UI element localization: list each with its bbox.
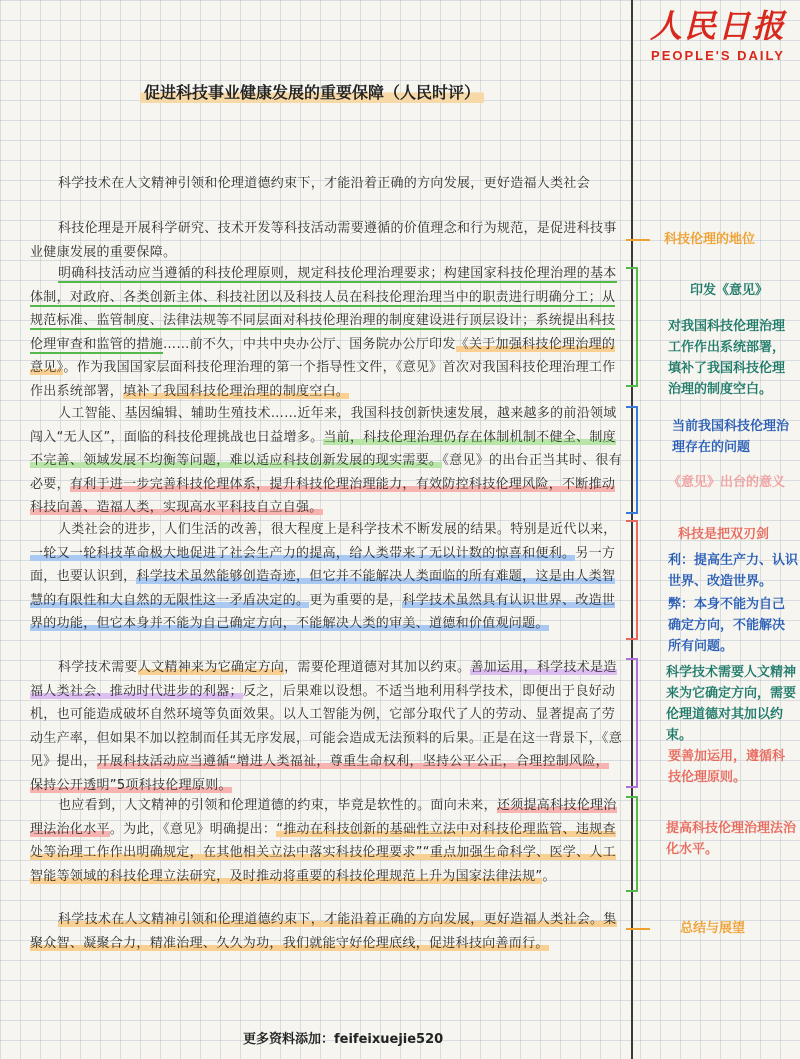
bracket-green-2 [626, 796, 638, 892]
note-summary: 总结与展望 [680, 921, 746, 936]
p4-c: 另一方面，也要认识到， [30, 545, 616, 584]
p5-use-well: 善加运用，科学技术是造福人类社会、推动时代进步的利器； [30, 660, 617, 699]
article-title: 促进科技事业健康发展的重要保障（人民时评） [140, 80, 484, 103]
bracket-blue [626, 406, 638, 514]
note-cons: 弊：本身不能为自己确定方向，不能解决所有问题。 [668, 597, 786, 654]
bracket-green-1 [626, 267, 638, 387]
note-issue-opinion: 印发《意见》 [690, 283, 769, 298]
p2-underlined: 明确科技活动应当遵循的科技伦理原则，规定科技伦理治理要求；构建国家科技伦理治理的基本体制，对政府、各类创新主体、科技社团以及科技人员在科技伦理治理当中的职责进行明确分工；从规范标准、监管制度、法律法规等不同层面对科技伦理治理的制度建设进行顶层设计；系统提出科技伦理审查和监管的措施 [30, 266, 617, 352]
paragraph-1 [30, 217, 622, 264]
p6-rule-of-law: 还须提高科技伦理治理法治化水平 [30, 798, 617, 837]
p3-problems: 当前，科技伦理治理仍存在体制机制不健全、制度不完善、领域发展不均衡等问题，难以适应科技创新发展的现实需要。 [30, 429, 616, 468]
p4-e: 更为重要的是， [309, 592, 403, 608]
paragraph-3 [30, 402, 622, 520]
p5-c: ，需要伦理道德对其加以约束。 [284, 660, 471, 675]
p4-cons-2: 科学技术虽然具有认识世界、改造世界的功能，但它本身并不能为自己确定方向，不能解决人类的审美、道德和价值观问题。 [30, 592, 616, 631]
note-humanism: 科学技术需要人文精神来为它确定方向，需要伦理道德对其加以约束。 [666, 665, 797, 743]
paragraph-7 [30, 908, 622, 955]
bracket-red [626, 520, 638, 640]
p2-doc-name: 《关于加强科技伦理治理的意见》 [30, 336, 616, 375]
bracket-purple [626, 658, 638, 788]
p6-quote: “推动在科技创新的基础性立法中对科技伦理监管、违规查处等治理工作作出明确规定，在其他相关立法中落实科技伦理要求”“重点加强生命科学、医学、人工智能等领域的科技伦理立法研究，及时推动将重要的科技伦理规范上升为国家法律法规” [30, 821, 616, 884]
tick-orange-1 [626, 239, 650, 241]
paragraph-2 [30, 262, 622, 403]
p3-a: 人工智能、基因编辑、辅助生殖技术……近年来，我国科技创新快速发展，越来越多的前沿领域闯入“无人区”，面临的科技伦理挑战也日益增多。 [30, 406, 617, 445]
note-fill-gap: 对我国科技伦理治理工作作出系统部署，填补了我国科技伦理治理的制度空白。 [668, 319, 786, 397]
p5-e: 反之，后果难以设想。不适当地利用科学技术，即便出于良好动机，也可能造成破坏自然环境等负面效果。以人工智能为例，它部分取代了人的劳动、显著提高了劳动生产率，但如果不加以控制而任其无序发展，可能会造成无法预料的后果。正是在这一背景下，《意见》提出， [30, 683, 623, 769]
note-significance: 《意见》出台的意义 [668, 475, 786, 490]
logo-english: PEOPLE'S DAILY [651, 48, 785, 63]
p3-significance: 有利于进一步完善科技伦理体系，提升科技伦理治理能力，有效防控科技伦理风险，不断推动科技向善、造福人类，实现高水平科技自立自强。 [30, 476, 616, 515]
p4-cons-1: 科学技术虽然能够创造奇迹，但它并不能解决人类面临的所有难题，这是由人类智慧的有限性和大自然的无限性这一矛盾决定的。 [30, 569, 616, 608]
footer-contact: 更多资料添加：feifeixuejie520 [243, 1032, 444, 1047]
paragraph-5 [30, 656, 622, 797]
p2-b: ……前不久，中共中央办公厅、国务院办公厅印发 [163, 336, 456, 352]
p2-d: 。作为我国国家层面科技伦理治理的第一个指导性文件，《意见》首次对我国科技伦理治理工作作出系统部署， [30, 360, 616, 399]
note-ethics-status: 科技伦理的地位 [664, 232, 756, 247]
p1-text: 科技伦理是开展科学研究、技术开发等科技活动需要遵循的价值理念和行为规范，是促进科技事业健康发展的重要保障。 [30, 221, 617, 260]
p6-a: 也应看到，人文精神的引领和伦理道德的约束，毕竟是软性的。面向未来， [58, 798, 497, 813]
paragraph-6 [30, 794, 622, 888]
p4-pros: 一轮又一轮科技革命极大地促进了社会生产力的提高，给人类带来了无以计数的惊喜和便利。 [30, 545, 576, 561]
note-pros: 利：提高生产力、认识世界、改造世界。 [668, 553, 799, 589]
p4-a: 人类社会的进步，人们生活的改善，很大程度上是科学技术不断发展的结果。特别是近代以来， [58, 522, 617, 537]
p6-c: 。为此，《意见》明确提出： [109, 821, 277, 837]
p5-direction: 人文精神来为它确定方向 [137, 660, 285, 675]
tick-orange-2 [626, 928, 650, 930]
subtitle-text: 科学技术在人文精神引领和伦理道德约束下，才能沿着正确的方向发展，更好造福人类社会 [58, 176, 591, 191]
paragraph-4 [30, 518, 622, 636]
note-principles: 要善加运用，遵循科技伦理原则。 [668, 749, 786, 785]
note-current-problems: 当前我国科技伦理治理存在的问题 [672, 419, 790, 455]
p3-c: 《意见》的出台正当其时、很有必要， [30, 453, 623, 492]
note-rule-of-law: 提高科技伦理治理法治化水平。 [666, 821, 797, 857]
note-double-edged: 科技是把双刃剑 [678, 527, 770, 542]
p5-a: 科学技术需要 [58, 660, 138, 675]
article-subtitle [30, 172, 622, 196]
p5-principles: 开展科技活动应当遵循“增进人类福祉，尊重生命权利，坚持公平公正，合理控制风险，保持公开透明”5项科技伦理原则。 [30, 754, 609, 793]
p6-e: 。 [542, 868, 556, 884]
peoples-daily-logo [640, 4, 796, 76]
p2-highlight: 填补了我国科技伦理治理的制度空白。 [123, 383, 350, 399]
p7-text: 科学技术在人文精神引领和伦理道德约束下，才能沿着正确的方向发展，更好造福人类社会。集聚众智、凝聚合力，精准治理、久久为功，我们就能守好伦理底线，促进科技向善而行。 [30, 912, 617, 951]
logo-chinese: 人民日报 [649, 7, 786, 45]
